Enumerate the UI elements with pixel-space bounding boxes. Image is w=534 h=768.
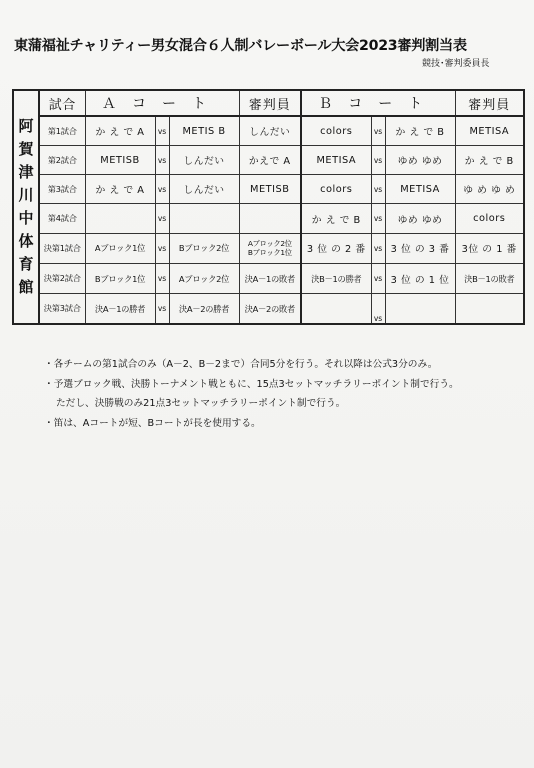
court-a-team1: Bブロック1位	[85, 263, 155, 293]
court-b-team2: か え で B	[385, 116, 455, 145]
court-a-referee: METISB	[239, 175, 301, 204]
court-a-referee: 決A－2の敗者	[239, 294, 301, 324]
court-a-team1	[85, 204, 155, 233]
vs-mark: vs	[155, 145, 169, 174]
court-a-team2	[169, 204, 239, 233]
court-b-team2: ゆめ ゆめ	[385, 145, 455, 174]
vs-mark: vs	[371, 204, 385, 233]
notes-section	[44, 355, 524, 433]
court-a-team2: しんだい	[169, 145, 239, 174]
table-row	[13, 233, 524, 263]
court-a-team1: か え で A	[85, 116, 155, 145]
court-b-team2	[385, 294, 455, 324]
court-b-referee: か え で B	[455, 145, 524, 174]
vs-mark: vs	[371, 116, 385, 145]
vs-mark: vs	[371, 145, 385, 174]
row-label: 決第3試合	[39, 294, 85, 324]
vs-mark: vs	[371, 294, 385, 324]
court-b-team1: 3 位 の 2 番	[301, 233, 371, 263]
court-b-referee: METISA	[455, 116, 524, 145]
table-row	[13, 204, 524, 233]
vs-mark: vs	[371, 175, 385, 204]
referee-schedule-table	[12, 89, 525, 325]
referee-line: Bブロック1位	[247, 248, 292, 258]
row-label: 第3試合	[39, 175, 85, 204]
referee-line: Aブロック2位	[247, 239, 292, 249]
court-a-referee: 決A－1の敗者	[239, 263, 301, 293]
court-a-team2: METIS B	[169, 116, 239, 145]
document-author: 競技･審判委員長	[422, 59, 490, 69]
court-b-referee: colors	[455, 204, 524, 233]
court-b-team1: 決B－1の勝者	[301, 263, 371, 293]
table-row	[13, 145, 524, 174]
vs-mark: vs	[371, 263, 385, 293]
note-line: ・予選ブロック戦、決勝トーナメント戦ともに、15点3セットマッチラリーポイント制で行う。	[44, 378, 459, 390]
table-row	[13, 294, 524, 324]
court-b-team2: 3 位 の 1 位	[385, 263, 455, 293]
court-a-referee: しんだい	[239, 116, 301, 145]
court-b-team2: ゆめ ゆめ	[385, 204, 455, 233]
table-row	[13, 175, 524, 204]
note-line: ・笛は、Aコートが短、Bコートが長を使用する。	[44, 417, 261, 429]
table-row	[13, 116, 524, 145]
court-b-referee: ゆ め ゆ め	[455, 175, 524, 204]
court-b-referee: 決B－1の敗者	[455, 263, 524, 293]
vs-mark: vs	[155, 175, 169, 204]
vs-mark: vs	[155, 294, 169, 324]
vs-mark: vs	[155, 233, 169, 263]
court-b-team2: METISA	[385, 175, 455, 204]
court-a-team2: Aブロック2位	[169, 263, 239, 293]
court-b-team1: か え で B	[301, 204, 371, 233]
note-line: ・各チームの第1試合のみ（A－2、B－2まで）合同5分を行う。それ以降は公式3分のみ。	[44, 359, 438, 370]
row-label: 決第2試合	[39, 263, 85, 293]
court-a-team2: Bブロック2位	[169, 233, 239, 263]
header-referee-b: 審判員	[455, 90, 524, 116]
court-a-referee	[239, 233, 301, 263]
table-row	[13, 263, 524, 293]
court-a-referee	[239, 204, 301, 233]
header-referee-a: 審判員	[239, 90, 301, 116]
venue-name: 阿賀津川中体育館	[13, 90, 39, 324]
row-label: 決第1試合	[39, 233, 85, 263]
row-label: 第2試合	[39, 145, 85, 174]
court-a-team1: 決A－1の勝者	[85, 294, 155, 324]
vs-mark: vs	[155, 263, 169, 293]
vs-mark: vs	[155, 204, 169, 233]
court-a-referee: かえで A	[239, 145, 301, 174]
court-a-team1: Aブロック1位	[85, 233, 155, 263]
court-b-team1: colors	[301, 175, 371, 204]
header-match: 試合	[39, 90, 85, 116]
vs-mark: vs	[155, 116, 169, 145]
row-label: 第1試合	[39, 116, 85, 145]
header-court-a: Ａコート	[85, 90, 239, 116]
court-a-team2: 決A－2の勝者	[169, 294, 239, 324]
court-b-team1	[301, 294, 371, 324]
court-b-team1: METISA	[301, 145, 371, 174]
document-title: 東蒲福祉チャリティー男女混合６人制バレーボール大会2023審判割当表	[14, 38, 467, 54]
vs-mark: vs	[371, 233, 385, 263]
note-line: ただし、決勝戦のみ21点3セットマッチラリーポイント制で行う。	[56, 398, 346, 409]
court-b-team2: 3 位 の 3 番	[385, 233, 455, 263]
header-court-b: Ｂコート	[301, 90, 455, 116]
court-b-referee: 3位 の 1 番	[455, 233, 524, 263]
court-a-team1: METISB	[85, 145, 155, 174]
court-a-team1: か え で A	[85, 175, 155, 204]
court-b-referee	[455, 294, 524, 324]
row-label: 第4試合	[39, 204, 85, 233]
court-b-team1: colors	[301, 116, 371, 145]
court-a-team2: しんだい	[169, 175, 239, 204]
